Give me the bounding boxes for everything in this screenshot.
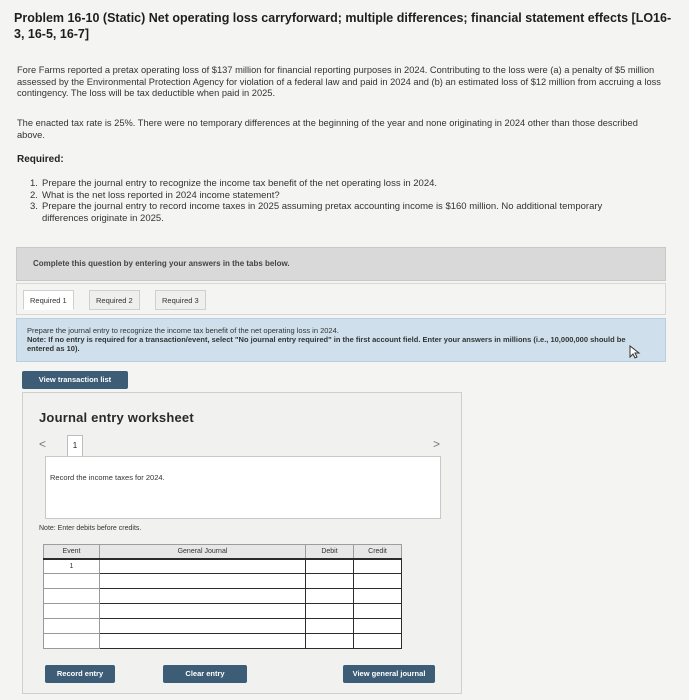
account-select[interactable] bbox=[100, 559, 306, 574]
banner-text: Complete this question by entering your answers in the tabs below. bbox=[33, 259, 290, 268]
tab-required-1[interactable]: Required 1 bbox=[23, 290, 74, 310]
debit-input[interactable] bbox=[306, 604, 354, 619]
table-row bbox=[44, 634, 402, 649]
record-entry-button[interactable]: Record entry bbox=[45, 665, 115, 683]
credit-input[interactable] bbox=[354, 559, 402, 574]
table-row bbox=[44, 559, 402, 574]
requirement-text: Prepare the journal entry to record income taxes in 2025 assuming pretax accounting income is $160 million. No additional temporary differences originate in 2025. bbox=[42, 201, 603, 224]
mouse-pointer-icon bbox=[627, 345, 641, 359]
column-header-event: Event bbox=[44, 545, 100, 559]
requirement-number: 1. bbox=[30, 178, 38, 189]
entry-description-box bbox=[45, 456, 441, 519]
requirement-number: 3. bbox=[30, 201, 38, 212]
requirement-text: Prepare the journal entry to recognize the income tax benefit of the net operating loss in 2024. bbox=[42, 178, 438, 189]
table-row bbox=[44, 619, 402, 634]
debits-note: Note: Enter debits before credits. bbox=[39, 525, 142, 532]
problem-paragraph-1: Fore Farms reported a pretax operating loss of $137 million for financial reporting purposes in 2024. Contributing to the loss were (a) a penalty of $5 million assessed by the Environmental Protection Agency for violation of a federal law and paid in 2024 and (b) an estimated loss of $12 million from accruing a loss contingency. The loss will be tax deductible when paid in 2025. bbox=[17, 65, 661, 98]
event-cell: 1 bbox=[44, 559, 100, 574]
table-row bbox=[44, 589, 402, 604]
tab-required-2[interactable]: Required 2 bbox=[89, 290, 140, 310]
problem-paragraph-2: The enacted tax rate is 25%. There were no temporary differences at the beginning of the year and none originating in 2024 other than those described above. bbox=[17, 118, 638, 140]
credit-input[interactable] bbox=[354, 619, 402, 634]
chevron-right-icon[interactable]: > bbox=[433, 437, 441, 451]
instruction-note: Note: If no entry is required for a transaction/event, select "No journal entry required" in the first account field. Enter your answers in millions (i.e., 10,000,000 should be entered as 10). bbox=[27, 335, 626, 353]
credit-input[interactable] bbox=[354, 574, 402, 589]
debit-input[interactable] bbox=[306, 634, 354, 649]
requirement-item bbox=[30, 201, 650, 224]
debit-input[interactable] bbox=[306, 559, 354, 574]
account-select[interactable] bbox=[100, 589, 306, 604]
credit-input[interactable] bbox=[354, 634, 402, 649]
requirements-list bbox=[30, 178, 650, 224]
journal-entry-worksheet bbox=[22, 392, 462, 694]
requirement-tabs bbox=[16, 283, 666, 315]
worksheet-title: Journal entry worksheet bbox=[39, 410, 194, 425]
requirement-item bbox=[30, 190, 650, 202]
requirement-number: 2. bbox=[30, 189, 38, 201]
credit-input[interactable] bbox=[354, 604, 402, 619]
account-select[interactable] bbox=[100, 619, 306, 634]
requirement-text: What is the net loss reported in 2024 income statement? bbox=[42, 189, 280, 201]
column-header-credit: Credit bbox=[354, 545, 402, 559]
event-cell bbox=[44, 574, 100, 589]
requirement-item bbox=[30, 178, 650, 190]
table-row bbox=[44, 574, 402, 589]
event-cell bbox=[44, 604, 100, 619]
problem-title: Problem 16-10 (Static) Net operating loss carryforward; multiple differences; financial statement effects [LO16-3, 16-5, 16-7] bbox=[14, 11, 672, 41]
account-select[interactable] bbox=[100, 604, 306, 619]
chevron-left-icon[interactable]: < bbox=[39, 437, 47, 451]
column-header-general-journal: General Journal bbox=[100, 545, 306, 559]
instruction-panel bbox=[16, 318, 666, 362]
column-header-debit: Debit bbox=[306, 545, 354, 559]
event-cell bbox=[44, 634, 100, 649]
table-row bbox=[44, 604, 402, 619]
account-select[interactable] bbox=[100, 574, 306, 589]
debit-input[interactable] bbox=[306, 574, 354, 589]
debit-input[interactable] bbox=[306, 619, 354, 634]
required-heading: Required: bbox=[17, 154, 64, 165]
debit-input[interactable] bbox=[306, 589, 354, 604]
credit-input[interactable] bbox=[354, 589, 402, 604]
view-transaction-list-button[interactable]: View transaction list bbox=[22, 371, 128, 389]
journal-table bbox=[43, 544, 402, 649]
tab-required-3[interactable]: Required 3 bbox=[155, 290, 206, 310]
account-select[interactable] bbox=[100, 634, 306, 649]
entry-description: Record the income taxes for 2024. bbox=[50, 473, 165, 482]
event-cell bbox=[44, 619, 100, 634]
entry-number-tab[interactable]: 1 bbox=[67, 435, 83, 457]
view-general-journal-button[interactable]: View general journal bbox=[343, 665, 435, 683]
instruction-text: Prepare the journal entry to recognize the income tax benefit of the net operating loss in 2024. bbox=[27, 326, 339, 335]
event-cell bbox=[44, 589, 100, 604]
instructions-banner bbox=[16, 247, 666, 281]
clear-entry-button[interactable]: Clear entry bbox=[163, 665, 247, 683]
